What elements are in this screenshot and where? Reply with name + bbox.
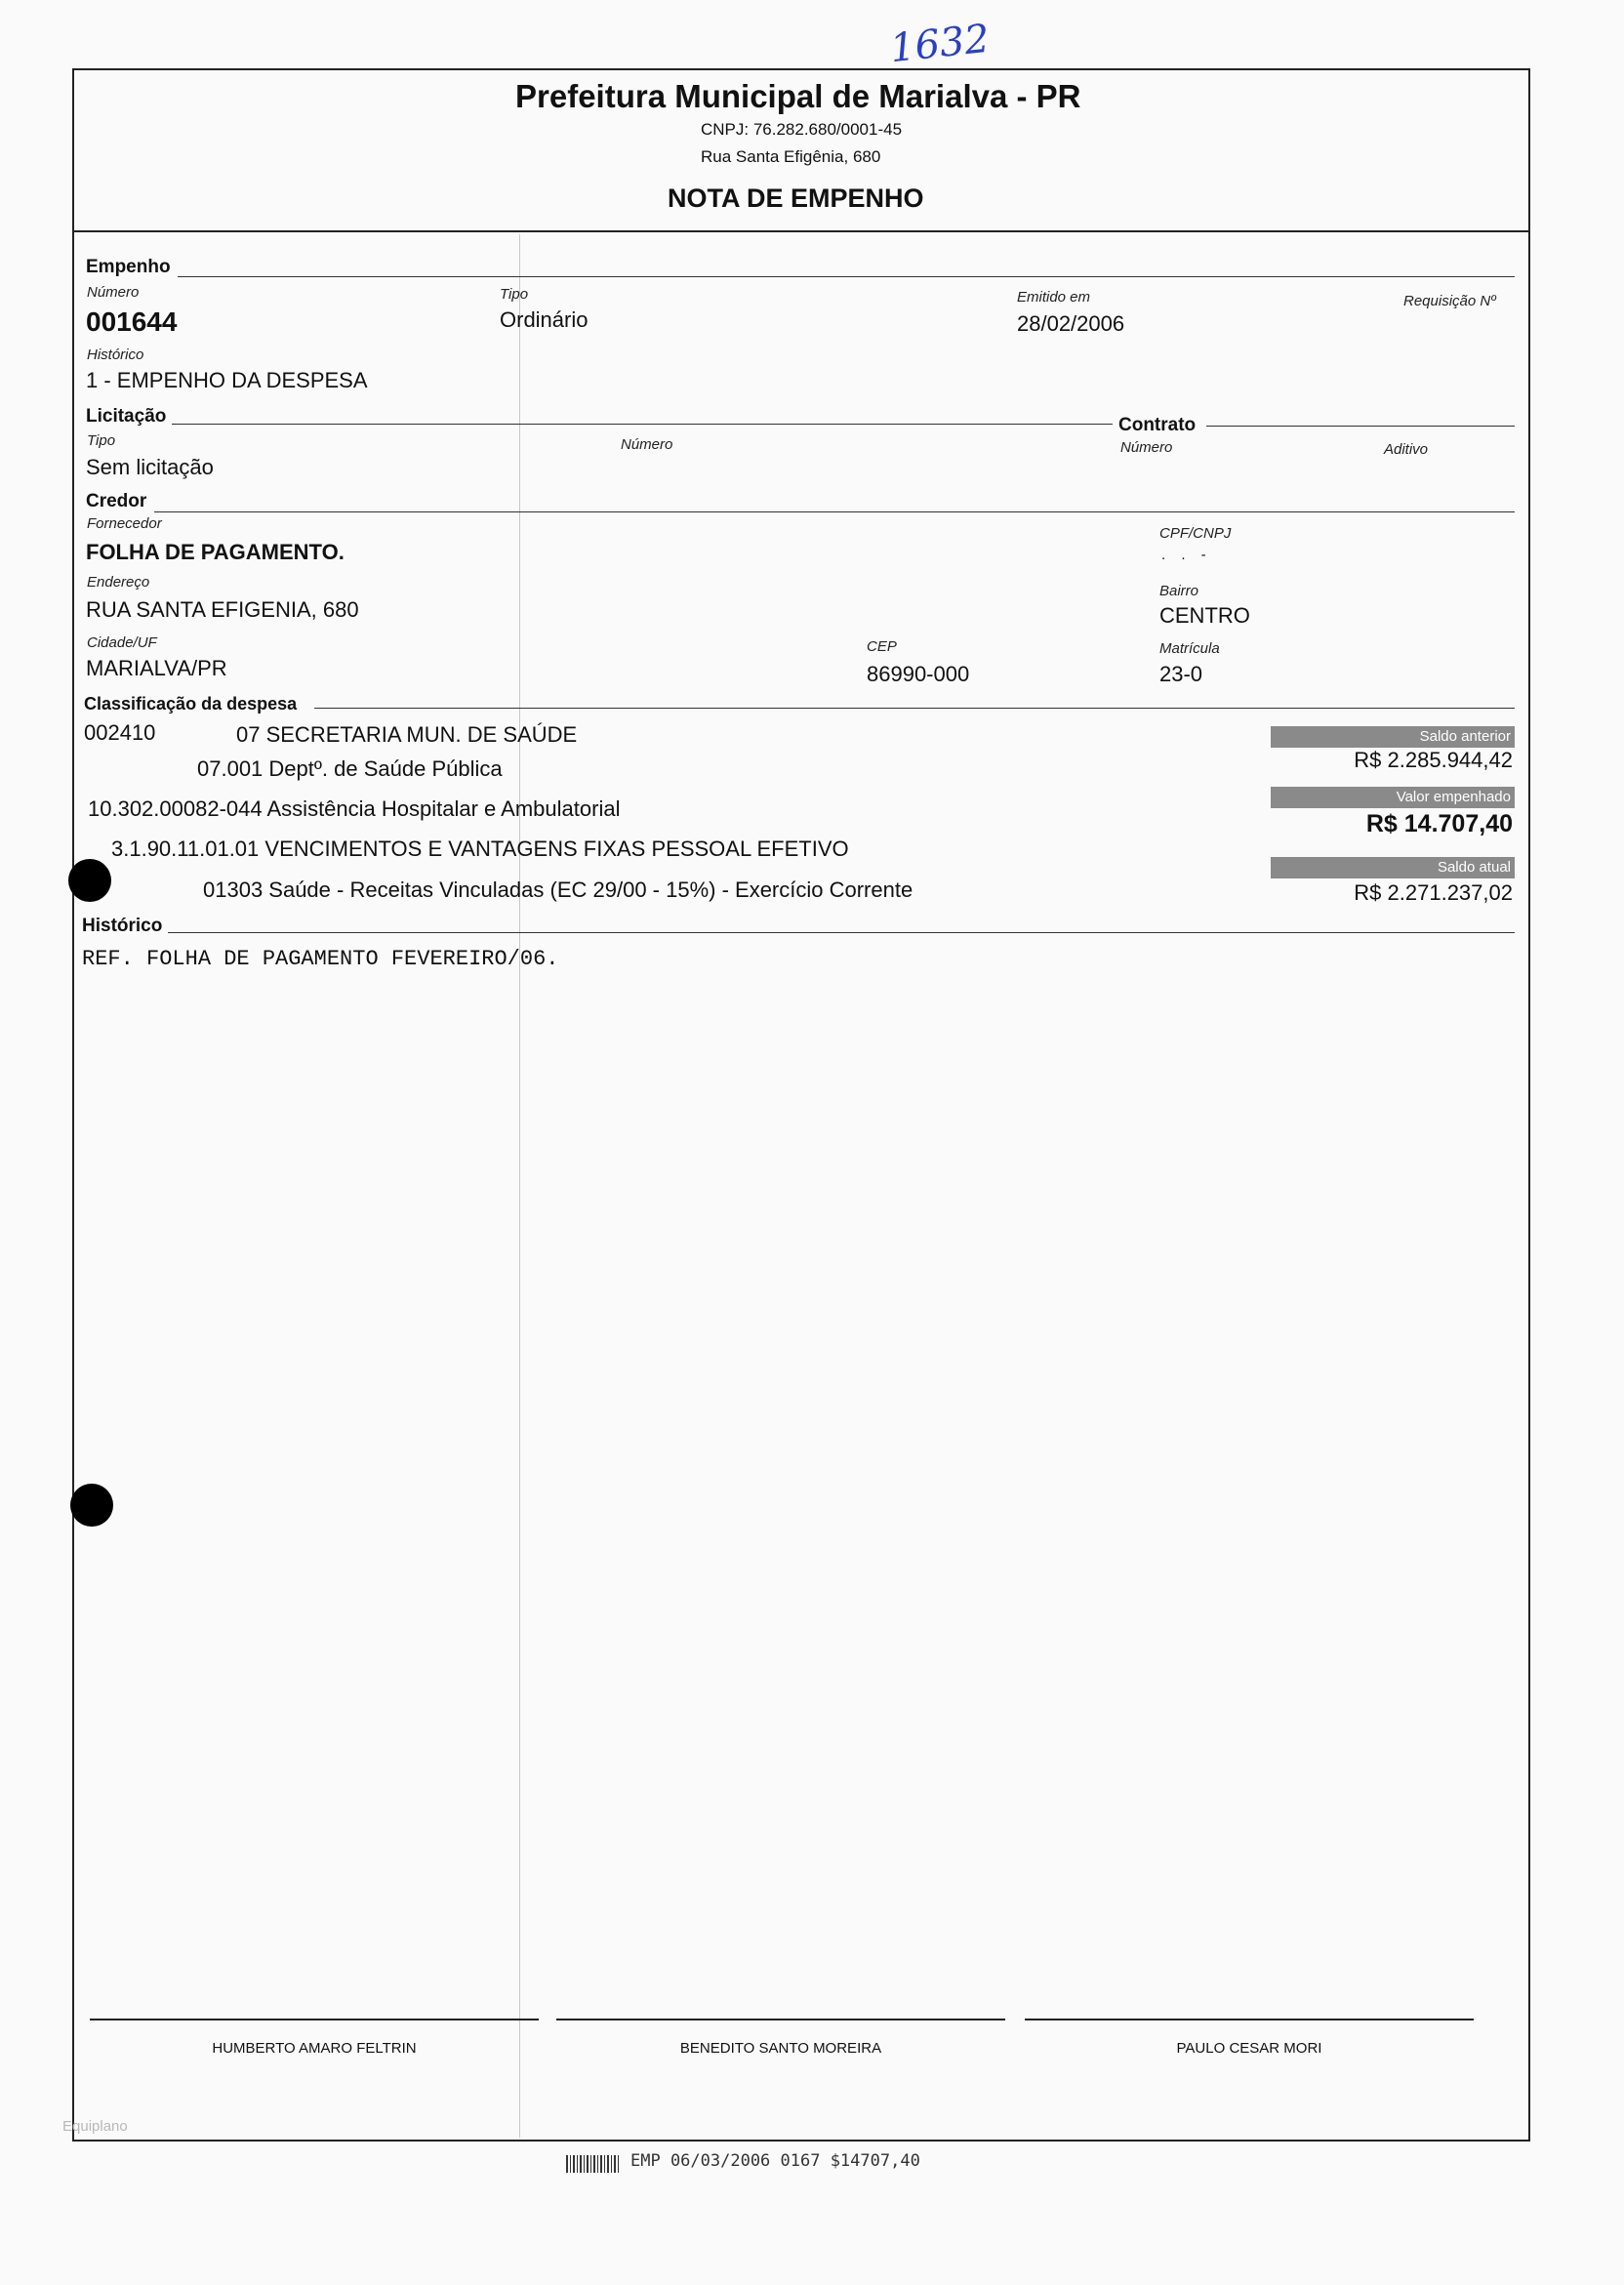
- punch-hole-bottom: [70, 1484, 113, 1527]
- processing-stamp: EMP 06/03/2006 0167 $14707,40: [630, 2151, 920, 2171]
- endereco: RUA SANTA EFIGENIA, 680: [86, 597, 359, 622]
- cidade: MARIALVA/PR: [86, 656, 227, 680]
- contrato-rule: [1206, 426, 1515, 427]
- cep: 86990-000: [867, 662, 970, 686]
- empenho-rule: [178, 276, 1515, 277]
- empenho-tipo-label: Tipo: [500, 286, 529, 303]
- punch-hole-top: [68, 859, 111, 902]
- credor-rule: [154, 511, 1515, 512]
- classificacao-elemento: 3.1.90.11.01.01 VENCIMENTOS E VANTAGENS FIXAS PESSOAL EFETIVO: [111, 836, 849, 861]
- saldo-anterior: R$ 2.285.944,42: [1354, 748, 1513, 772]
- classificacao-rule: [314, 708, 1515, 709]
- signature-name-1: HUMBERTO AMARO FELTRIN: [212, 2040, 417, 2057]
- licitacao-section-label: Licitação: [86, 406, 167, 427]
- classificacao-unidade: 07.001 Deptº. de Saúde Pública: [197, 756, 503, 781]
- header-divider: [72, 230, 1530, 232]
- cidade-label: Cidade/UF: [87, 634, 157, 651]
- valor-empenhado-label: Valor empenhado: [1271, 787, 1515, 808]
- scan-artifact-line: [519, 234, 520, 2138]
- signature-line-1: [90, 2019, 539, 2020]
- matricula: 23-0: [1159, 662, 1203, 686]
- empenho-tipo: Ordinário: [500, 307, 589, 332]
- empenho-numero-label: Número: [87, 284, 140, 301]
- credor-section-label: Credor: [86, 491, 147, 511]
- matricula-label: Matrícula: [1159, 640, 1220, 657]
- classificacao-fonte: 01303 Saúde - Receitas Vinculadas (EC 29/00 - 15%) - Exercício Corrente: [203, 877, 914, 902]
- endereco-label: Endereço: [87, 574, 150, 591]
- valor-empenhado: R$ 14.707,40: [1365, 810, 1513, 837]
- bairro-label: Bairro: [1159, 583, 1199, 599]
- contrato-section-label: Contrato: [1118, 415, 1197, 435]
- handwritten-page-number: 1632: [887, 16, 992, 72]
- empenho-historico-label: Histórico: [87, 347, 144, 363]
- historico-text: REF. FOLHA DE PAGAMENTO FEVEREIRO/06.: [82, 947, 559, 971]
- signature-line-3: [1025, 2019, 1474, 2020]
- signature-name-2: BENEDITO SANTO MOREIRA: [679, 2040, 882, 2057]
- document-type: NOTA DE EMPENHO: [668, 184, 924, 213]
- cpf-cnpj-label: CPF/CNPJ: [1159, 525, 1232, 542]
- signature-name-3: PAULO CESAR MORI: [1176, 2040, 1322, 2057]
- municipality-cnpj: CNPJ: 76.282.680/0001-45: [701, 120, 903, 139]
- municipality-title: Prefeitura Municipal de Marialva - PR: [515, 78, 1081, 114]
- software-watermark: Equiplano: [62, 2118, 128, 2135]
- empenho-section-label: Empenho: [86, 257, 171, 277]
- empenho-numero: 001644: [86, 306, 178, 337]
- historico-rule: [168, 932, 1515, 933]
- requisicao-label: Requisição Nº: [1403, 293, 1496, 309]
- licitacao-tipo-label: Tipo: [87, 432, 116, 449]
- signature-line-2: [556, 2019, 1005, 2020]
- classificacao-code: 002410: [84, 720, 156, 745]
- classificacao-orgao: 07 SECRETARIA MUN. DE SAÚDE: [236, 722, 578, 747]
- cpf-cnpj: . . -: [1161, 547, 1212, 563]
- licitacao-tipo: Sem licitação: [86, 455, 214, 479]
- saldo-atual-label: Saldo atual: [1271, 857, 1515, 878]
- barcode-icon: [566, 2155, 619, 2173]
- emitido-date: 28/02/2006: [1017, 311, 1125, 336]
- historico-section-label: Histórico: [82, 916, 163, 936]
- fornecedor-label: Fornecedor: [87, 515, 162, 532]
- empenho-historico: 1 - EMPENHO DA DESPESA: [86, 368, 368, 392]
- bairro: CENTRO: [1159, 603, 1250, 628]
- emitido-label: Emitido em: [1017, 289, 1091, 306]
- classificacao-funcional: 10.302.00082-044 Assistência Hospitalar e Ambulatorial: [88, 796, 621, 821]
- contrato-numero-label: Número: [1120, 439, 1173, 456]
- classificacao-section-label: Classificação da despesa: [84, 694, 298, 714]
- licitacao-rule: [172, 424, 1113, 425]
- licitacao-numero-label: Número: [621, 436, 673, 453]
- saldo-anterior-label: Saldo anterior: [1271, 726, 1515, 748]
- contrato-aditivo-label: Aditivo: [1384, 441, 1429, 458]
- cep-label: CEP: [867, 638, 897, 655]
- fornecedor: FOLHA DE PAGAMENTO.: [86, 540, 345, 564]
- saldo-atual: R$ 2.271.237,02: [1354, 880, 1513, 905]
- municipality-address: Rua Santa Efigênia, 680: [701, 147, 881, 166]
